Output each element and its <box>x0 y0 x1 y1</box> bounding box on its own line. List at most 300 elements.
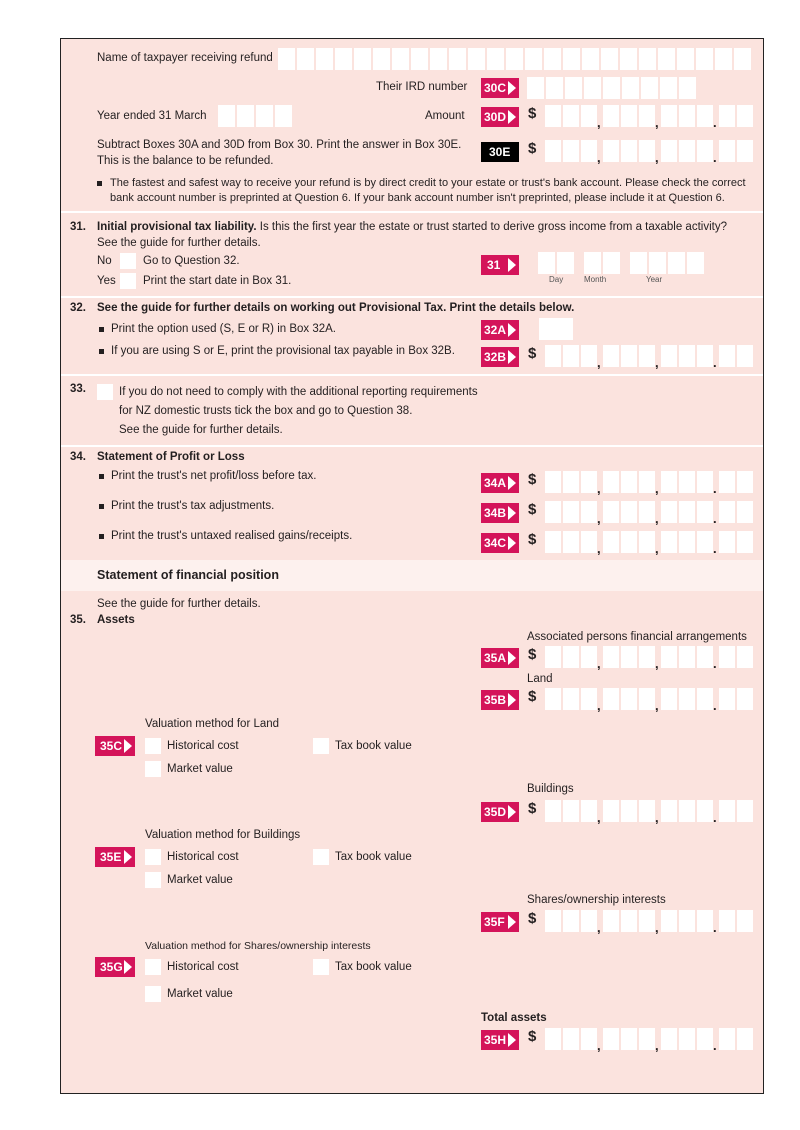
char-box[interactable] <box>506 48 523 70</box>
q31-number: 31. <box>70 221 86 233</box>
q31-no-text: Go to Question 32. <box>143 255 240 267</box>
digit-box[interactable] <box>639 1028 655 1050</box>
comma-separator: , <box>597 541 601 556</box>
q35g-label: Valuation method for Shares/ownership interests <box>145 940 371 952</box>
historical-cost-label: Historical cost <box>167 851 239 863</box>
char-box[interactable] <box>525 48 542 70</box>
q31-yes-text: Print the start date in Box 31. <box>143 275 292 287</box>
digit-box[interactable] <box>581 501 597 523</box>
refund-note-2: bank account number is preprinted at Question 6. If your bank account number isn't preprinted, please include it at Question 6. <box>110 192 725 204</box>
digit-box[interactable] <box>581 688 597 710</box>
tax-book-label: Tax book value <box>335 740 412 752</box>
digit-box[interactable] <box>661 345 677 367</box>
decimal-point: . <box>713 920 717 935</box>
char-box[interactable] <box>392 48 409 70</box>
q33-number: 33. <box>70 383 86 395</box>
digit-box[interactable] <box>581 800 597 822</box>
digit-box[interactable] <box>621 471 637 493</box>
digit-box[interactable] <box>737 531 753 553</box>
char-box[interactable] <box>538 252 555 274</box>
digit-box[interactable] <box>581 646 597 668</box>
digit-box[interactable] <box>545 501 561 523</box>
char-box[interactable] <box>603 77 620 99</box>
subtract-text-2: This is the balance to be refunded. <box>97 155 274 167</box>
digit-box[interactable] <box>621 688 637 710</box>
option-32a-input[interactable] <box>539 318 573 340</box>
digit-box[interactable] <box>563 105 579 127</box>
q33-text-2: for NZ domestic trusts tick the box and go to Question 38. <box>119 405 413 417</box>
dollar-sign: $ <box>528 910 537 927</box>
dollar-sign: $ <box>528 1028 537 1045</box>
digit-box[interactable] <box>639 800 655 822</box>
digit-box[interactable] <box>603 688 619 710</box>
digit-box[interactable] <box>639 140 655 162</box>
char-box[interactable] <box>449 48 466 70</box>
decimal-point: . <box>713 355 717 370</box>
char-box[interactable] <box>468 48 485 70</box>
box-34a-badge: 34A <box>481 473 519 493</box>
dollar-sign: $ <box>528 501 537 518</box>
char-box[interactable] <box>687 252 704 274</box>
dollar-sign: $ <box>528 646 537 663</box>
char-box[interactable] <box>658 48 675 70</box>
digit-box[interactable] <box>697 345 713 367</box>
historical-cost-label: Historical cost <box>167 961 239 973</box>
char-box[interactable] <box>639 48 656 70</box>
digit-box[interactable] <box>661 501 677 523</box>
char-box[interactable] <box>430 48 447 70</box>
historical-cost-label: Historical cost <box>167 740 239 752</box>
digit-box[interactable] <box>697 501 713 523</box>
digit-box[interactable] <box>603 501 619 523</box>
digit-box[interactable] <box>581 105 597 127</box>
digit-box[interactable] <box>545 646 561 668</box>
digit-box[interactable] <box>737 345 753 367</box>
box-30e-badge: 30E <box>481 142 519 162</box>
divider <box>61 211 763 213</box>
digit-box[interactable] <box>545 105 561 127</box>
comma-separator: , <box>655 511 659 526</box>
char-box[interactable] <box>630 252 647 274</box>
buildings-market-checkbox[interactable] <box>145 872 161 888</box>
digit-box[interactable] <box>621 910 637 932</box>
char-box[interactable] <box>527 77 544 99</box>
digit-box[interactable] <box>545 910 561 932</box>
digit-box[interactable] <box>719 800 735 822</box>
tax-book-label: Tax book value <box>335 851 412 863</box>
q33-text-3: See the guide for further details. <box>119 424 283 436</box>
char-box[interactable] <box>256 105 273 127</box>
decimal-point: . <box>713 1038 717 1053</box>
digit-box[interactable] <box>563 1028 579 1050</box>
comma-separator: , <box>597 115 601 130</box>
comma-separator: , <box>655 115 659 130</box>
q32-title: See the guide for further details on working out Provisional Tax. Print the details below. <box>97 302 575 314</box>
q33-checkbox[interactable] <box>97 384 113 400</box>
bullet-icon <box>99 349 104 354</box>
q35h-label: Total assets <box>481 1012 547 1024</box>
digit-box[interactable] <box>737 800 753 822</box>
refund-note-1: The fastest and safest way to receive your refund is by direct credit to your estate or trust's bank account. Please check the correct <box>110 177 746 189</box>
q31-no-checkbox[interactable] <box>120 253 136 269</box>
digit-box[interactable] <box>679 140 695 162</box>
comma-separator: , <box>655 698 659 713</box>
digit-box[interactable] <box>679 646 695 668</box>
digit-box[interactable] <box>621 105 637 127</box>
digit-box[interactable] <box>719 1028 735 1050</box>
char-box[interactable] <box>218 105 235 127</box>
digit-box[interactable] <box>719 910 735 932</box>
char-box[interactable] <box>668 252 685 274</box>
char-box[interactable] <box>649 252 666 274</box>
digit-box[interactable] <box>737 140 753 162</box>
digit-box[interactable] <box>639 531 655 553</box>
market-value-label: Market value <box>167 763 233 775</box>
divider <box>61 296 763 298</box>
digit-box[interactable] <box>603 1028 619 1050</box>
digit-box[interactable] <box>679 345 695 367</box>
char-box[interactable] <box>487 48 504 70</box>
digit-box[interactable] <box>719 105 735 127</box>
q31-text: Is this the first year the estate or trust started to derive gross income from a taxable activity? <box>259 221 727 233</box>
bullet-icon <box>99 534 104 539</box>
char-box[interactable] <box>557 252 574 274</box>
digit-box[interactable] <box>639 471 655 493</box>
q32-number: 32. <box>70 302 86 314</box>
digit-box[interactable] <box>661 140 677 162</box>
comma-separator: , <box>655 481 659 496</box>
comma-separator: , <box>655 541 659 556</box>
land-market-checkbox[interactable] <box>145 761 161 777</box>
digit-box[interactable] <box>661 800 677 822</box>
char-box[interactable] <box>354 48 371 70</box>
char-box[interactable] <box>544 48 561 70</box>
box-35c-badge: 35C <box>95 736 135 756</box>
box-32b-badge: 32B <box>481 347 519 367</box>
bullet-icon <box>99 474 104 479</box>
comma-separator: , <box>597 511 601 526</box>
land-historical-checkbox[interactable] <box>145 738 161 754</box>
comma-separator: , <box>597 656 601 671</box>
digit-box[interactable] <box>679 1028 695 1050</box>
q34a-text: Print the trust's net profit/loss before tax. <box>111 470 317 482</box>
q35d-label: Buildings <box>527 783 574 795</box>
box-32a-badge: 32A <box>481 320 519 340</box>
digit-box[interactable] <box>697 531 713 553</box>
comma-separator: , <box>597 810 601 825</box>
digit-box[interactable] <box>719 688 735 710</box>
char-box[interactable] <box>679 77 696 99</box>
char-box[interactable] <box>565 77 582 99</box>
dollar-sign: $ <box>528 471 537 488</box>
char-box[interactable] <box>603 252 620 274</box>
digit-box[interactable] <box>661 1028 677 1050</box>
ird-label: Their IRD number <box>376 81 468 93</box>
digit-box[interactable] <box>621 140 637 162</box>
dollar-sign: $ <box>528 105 537 122</box>
digit-box[interactable] <box>737 471 753 493</box>
digit-box[interactable] <box>719 501 735 523</box>
name-label: Name of taxpayer receiving refund <box>97 52 273 64</box>
digit-box[interactable] <box>563 688 579 710</box>
digit-box[interactable] <box>603 140 619 162</box>
box-34b-badge: 34B <box>481 503 519 523</box>
bullet-icon <box>97 181 102 186</box>
digit-box[interactable] <box>603 345 619 367</box>
digit-box[interactable] <box>563 345 579 367</box>
comma-separator: , <box>655 920 659 935</box>
comma-separator: , <box>655 355 659 370</box>
digit-box[interactable] <box>661 531 677 553</box>
digit-box[interactable] <box>639 345 655 367</box>
dollar-sign: $ <box>528 140 537 157</box>
digit-box[interactable] <box>661 910 677 932</box>
decimal-point: . <box>713 810 717 825</box>
digit-box[interactable] <box>603 531 619 553</box>
q31-yes-checkbox[interactable] <box>120 273 136 289</box>
buildings-historical-checkbox[interactable] <box>145 849 161 865</box>
q32b-text: If you are using S or E, print the provisional tax payable in Box 32B. <box>111 345 455 357</box>
digit-box[interactable] <box>639 910 655 932</box>
divider <box>61 374 763 376</box>
digit-box[interactable] <box>545 800 561 822</box>
shares-market-checkbox[interactable] <box>145 986 161 1002</box>
digit-box[interactable] <box>581 531 597 553</box>
year-label: Year ended 31 March <box>97 110 207 122</box>
digit-box[interactable] <box>737 105 753 127</box>
char-box[interactable] <box>237 105 254 127</box>
digit-box[interactable] <box>621 345 637 367</box>
digit-box[interactable] <box>661 688 677 710</box>
digit-box[interactable] <box>603 646 619 668</box>
market-value-label: Market value <box>167 988 233 1000</box>
subtract-text-1: Subtract Boxes 30A and 30D from Box 30. Print the answer in Box 30E. <box>97 139 462 151</box>
digit-box[interactable] <box>639 688 655 710</box>
box-30d-badge: 30D <box>481 107 519 127</box>
digit-box[interactable] <box>679 688 695 710</box>
comma-separator: , <box>597 698 601 713</box>
char-box[interactable] <box>373 48 390 70</box>
bullet-icon <box>99 504 104 509</box>
digit-box[interactable] <box>679 800 695 822</box>
char-box[interactable] <box>584 252 601 274</box>
digit-box[interactable] <box>603 910 619 932</box>
decimal-point: . <box>713 698 717 713</box>
q34-number: 34. <box>70 451 86 463</box>
q35a-label: Associated persons financial arrangements <box>527 631 747 643</box>
char-box[interactable] <box>411 48 428 70</box>
comma-separator: , <box>655 1038 659 1053</box>
digit-box[interactable] <box>679 471 695 493</box>
land-taxbook-checkbox[interactable] <box>313 738 329 754</box>
digit-box[interactable] <box>603 800 619 822</box>
digit-box[interactable] <box>679 910 695 932</box>
digit-box[interactable] <box>545 1028 561 1050</box>
digit-box[interactable] <box>697 140 713 162</box>
digit-box[interactable] <box>737 1028 753 1050</box>
q34b-text: Print the trust's tax adjustments. <box>111 500 275 512</box>
digit-box[interactable] <box>545 471 561 493</box>
q31-yes-label: Yes <box>97 275 116 287</box>
digit-box[interactable] <box>563 646 579 668</box>
comma-separator: , <box>655 150 659 165</box>
decimal-point: . <box>713 481 717 496</box>
shares-historical-checkbox[interactable] <box>145 959 161 975</box>
dollar-sign: $ <box>528 345 537 362</box>
char-box[interactable] <box>620 48 637 70</box>
char-box[interactable] <box>660 77 677 99</box>
comma-separator: , <box>597 1038 601 1053</box>
digit-box[interactable] <box>563 910 579 932</box>
month-label: Month <box>584 275 607 284</box>
bullet-icon <box>99 327 104 332</box>
digit-box[interactable] <box>719 345 735 367</box>
decimal-point: . <box>713 511 717 526</box>
comma-separator: , <box>597 355 601 370</box>
box-35d-badge: 35D <box>481 802 519 822</box>
digit-box[interactable] <box>639 105 655 127</box>
q34c-text: Print the trust's untaxed realised gains/receipts. <box>111 530 353 542</box>
digit-box[interactable] <box>621 501 637 523</box>
q35f-label: Shares/ownership interests <box>527 894 666 906</box>
digit-box[interactable] <box>737 688 753 710</box>
digit-box[interactable] <box>581 140 597 162</box>
char-box[interactable] <box>546 77 563 99</box>
shares-taxbook-checkbox[interactable] <box>313 959 329 975</box>
digit-box[interactable] <box>639 501 655 523</box>
market-value-label: Market value <box>167 874 233 886</box>
comma-separator: , <box>655 810 659 825</box>
decimal-point: . <box>713 656 717 671</box>
char-box[interactable] <box>278 48 295 70</box>
box-35f-badge: 35F <box>481 912 519 932</box>
digit-box[interactable] <box>679 531 695 553</box>
digit-box[interactable] <box>719 531 735 553</box>
decimal-point: . <box>713 541 717 556</box>
digit-box[interactable] <box>563 471 579 493</box>
digit-box[interactable] <box>563 531 579 553</box>
q35-number: 35. <box>70 614 86 626</box>
box-35a-badge: 35A <box>481 648 519 668</box>
digit-box[interactable] <box>719 471 735 493</box>
char-box[interactable] <box>335 48 352 70</box>
digit-box[interactable] <box>545 140 561 162</box>
q31-guide: See the guide for further details. <box>97 237 261 249</box>
buildings-taxbook-checkbox[interactable] <box>313 849 329 865</box>
digit-box[interactable] <box>661 105 677 127</box>
char-box[interactable] <box>677 48 694 70</box>
q32a-text: Print the option used (S, E or R) in Box 32A. <box>111 323 337 335</box>
q35-title: Assets <box>97 614 135 626</box>
digit-box[interactable] <box>563 800 579 822</box>
q34-title: Statement of Profit or Loss <box>97 451 245 463</box>
tax-book-label: Tax book value <box>335 961 412 973</box>
char-box[interactable] <box>316 48 333 70</box>
digit-box[interactable] <box>697 1028 713 1050</box>
digit-box[interactable] <box>581 1028 597 1050</box>
digit-box[interactable] <box>737 646 753 668</box>
digit-box[interactable] <box>545 688 561 710</box>
comma-separator: , <box>597 920 601 935</box>
digit-box[interactable] <box>679 501 695 523</box>
dollar-sign: $ <box>528 531 537 548</box>
decimal-point: . <box>713 115 717 130</box>
divider <box>61 445 763 447</box>
comma-separator: , <box>597 150 601 165</box>
day-label: Day <box>549 275 564 284</box>
digit-box[interactable] <box>621 646 637 668</box>
digit-box[interactable] <box>719 140 735 162</box>
digit-box[interactable] <box>697 800 713 822</box>
char-box[interactable] <box>563 48 580 70</box>
box-30c-badge: 30C <box>481 78 519 98</box>
digit-box[interactable] <box>697 471 713 493</box>
digit-box[interactable] <box>697 646 713 668</box>
q31-no-label: No <box>97 255 112 267</box>
digit-box[interactable] <box>737 501 753 523</box>
digit-box[interactable] <box>737 910 753 932</box>
char-box[interactable] <box>734 48 751 70</box>
digit-box[interactable] <box>679 105 695 127</box>
char-box[interactable] <box>275 105 292 127</box>
digit-box[interactable] <box>661 471 677 493</box>
amount-label: Amount <box>425 110 465 122</box>
comma-separator: , <box>597 481 601 496</box>
digit-box[interactable] <box>563 501 579 523</box>
q35b-label: Land <box>527 673 553 685</box>
box-31-badge: 31 <box>481 255 519 275</box>
box-35g-badge: 35G <box>95 957 135 977</box>
box-34c-badge: 34C <box>481 533 519 553</box>
digit-box[interactable] <box>563 140 579 162</box>
digit-box[interactable] <box>581 471 597 493</box>
q35e-label: Valuation method for Buildings <box>145 829 301 841</box>
digit-box[interactable] <box>581 345 597 367</box>
char-box[interactable] <box>297 48 314 70</box>
digit-box[interactable] <box>661 646 677 668</box>
digit-box[interactable] <box>621 800 637 822</box>
box-35b-badge: 35B <box>481 690 519 710</box>
char-box[interactable] <box>601 48 618 70</box>
digit-box[interactable] <box>697 105 713 127</box>
financial-position-heading: Statement of financial position <box>97 568 279 582</box>
digit-box[interactable] <box>603 105 619 127</box>
digit-box[interactable] <box>639 646 655 668</box>
digit-box[interactable] <box>545 531 561 553</box>
digit-box[interactable] <box>603 471 619 493</box>
digit-box[interactable] <box>545 345 561 367</box>
decimal-point: . <box>713 150 717 165</box>
q35-guide: See the guide for further details. <box>97 598 261 610</box>
char-box[interactable] <box>584 77 601 99</box>
char-box[interactable] <box>622 77 639 99</box>
digit-box[interactable] <box>697 688 713 710</box>
dollar-sign: $ <box>528 800 537 817</box>
comma-separator: , <box>655 656 659 671</box>
digit-box[interactable] <box>719 646 735 668</box>
char-box[interactable] <box>641 77 658 99</box>
digit-box[interactable] <box>581 910 597 932</box>
digit-box[interactable] <box>697 910 713 932</box>
year-sublabel: Year <box>646 275 663 284</box>
char-box[interactable] <box>582 48 599 70</box>
digit-box[interactable] <box>621 1028 637 1050</box>
q35c-label: Valuation method for Land <box>145 718 280 730</box>
char-box[interactable] <box>696 48 713 70</box>
char-box[interactable] <box>715 48 732 70</box>
q33-text-1: If you do not need to comply with the additional reporting requirements <box>119 386 478 398</box>
digit-box[interactable] <box>621 531 637 553</box>
